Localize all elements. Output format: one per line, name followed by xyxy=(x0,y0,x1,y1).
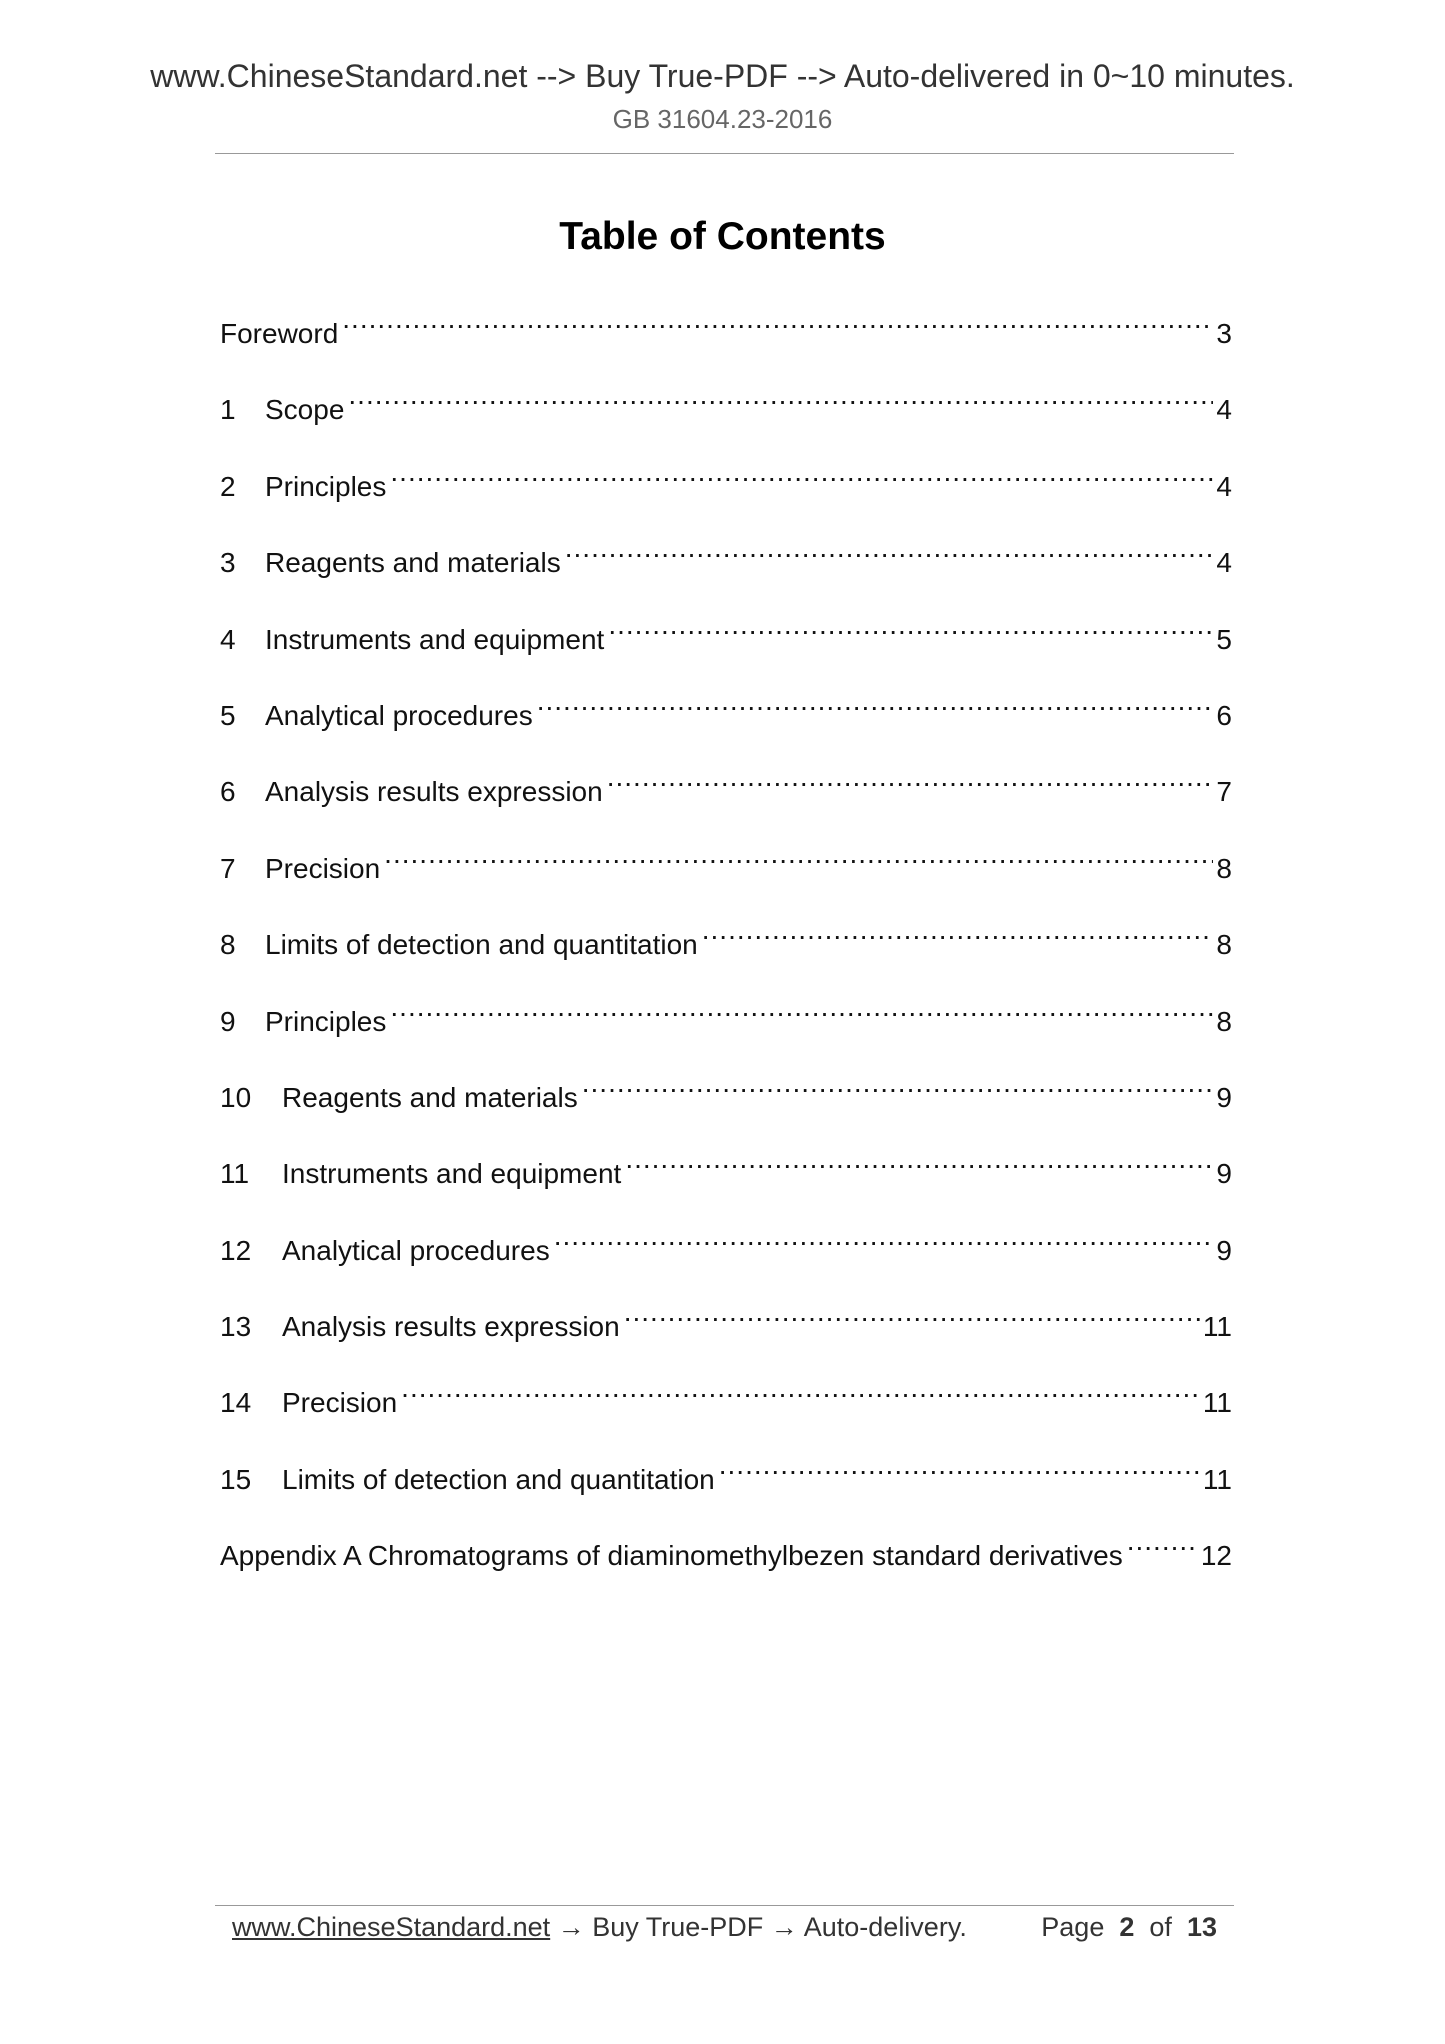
toc-entry-label: Limits of detection and quantitation xyxy=(282,1463,715,1495)
toc-entry[interactable] xyxy=(220,845,1232,921)
toc-entry-label: Appendix A Chromatograms of diaminomethylbezen standard derivatives xyxy=(220,1540,1123,1572)
toc-entry[interactable] xyxy=(220,1456,1232,1532)
toc-entry-number: 6 xyxy=(220,776,236,808)
header-banner-text: www.ChineseStandard.net --> Buy True-PDF --> Auto-delivered in 0~10 minutes. xyxy=(150,58,1295,94)
toc-leader-dots xyxy=(719,1461,1200,1489)
toc-entry-number: 11 xyxy=(220,1158,250,1190)
toc-entry-label: Reagents and materials xyxy=(265,547,561,579)
toc-entry-number: 7 xyxy=(220,852,236,884)
page-indicator xyxy=(1041,1906,1217,1948)
toc-entry-page: 4 xyxy=(1216,547,1232,579)
toc-leader-dots xyxy=(342,315,1213,343)
toc-entry-label: Instruments and equipment xyxy=(265,623,605,655)
toc-entry-page: 8 xyxy=(1216,852,1232,884)
toc-leader-dots xyxy=(607,773,1214,801)
toc-entry[interactable] xyxy=(220,768,1232,844)
toc-leader-dots xyxy=(390,1003,1213,1031)
page-total: 13 xyxy=(1186,1912,1217,1942)
toc-entry-page: 5 xyxy=(1216,623,1232,655)
toc-entry-label: Precision xyxy=(265,852,381,884)
toc-entry-number: 1 xyxy=(220,394,236,426)
toc-entry-label: Principles xyxy=(265,1005,387,1037)
toc-entry-number: 4 xyxy=(220,623,236,655)
toc-entry-page: 11 xyxy=(1202,1463,1232,1495)
toc-entry[interactable] xyxy=(220,1379,1232,1455)
toc-entry-number: 13 xyxy=(220,1311,252,1343)
header-standard-number: GB 31604.23-2016 xyxy=(612,104,833,134)
toc-leader-dots xyxy=(624,1308,1200,1336)
toc-entry-number: 9 xyxy=(220,1005,236,1037)
toc-entry-number: 8 xyxy=(220,929,236,961)
toc-entry-number: 14 xyxy=(220,1387,252,1419)
toc-entry-label: Instruments and equipment xyxy=(282,1158,622,1190)
toc-entry[interactable] xyxy=(220,1532,1232,1608)
toc-entry[interactable] xyxy=(220,998,1232,1074)
toc-entry-number: 12 xyxy=(220,1234,252,1266)
toc-entry[interactable] xyxy=(220,386,1232,462)
toc-entry-label: Limits of detection and quantitation xyxy=(265,929,698,961)
toc-entry-label: Analytical procedures xyxy=(265,699,533,731)
toc-leader-dots xyxy=(1127,1537,1198,1565)
toc-entry[interactable] xyxy=(220,1303,1232,1379)
toc-leader-dots xyxy=(625,1155,1213,1183)
toc-entry-label: Scope xyxy=(265,394,345,426)
header-divider xyxy=(215,153,1234,154)
toc-leader-dots xyxy=(565,544,1214,572)
toc-entry-label: Analysis results expression xyxy=(282,1311,620,1343)
toc-entry-page: 4 xyxy=(1216,394,1232,426)
table-of-contents xyxy=(220,310,1232,1609)
toc-leader-dots xyxy=(582,1079,1214,1107)
toc-entry-label: Analytical procedures xyxy=(282,1234,550,1266)
toc-entry-label: Analysis results expression xyxy=(265,776,603,808)
toc-entry-page: 8 xyxy=(1216,929,1232,961)
toc-entry[interactable] xyxy=(220,1227,1232,1303)
toc-entry[interactable] xyxy=(220,692,1232,768)
page-footer xyxy=(232,1906,1217,1948)
toc-entry[interactable] xyxy=(220,1074,1232,1150)
toc-leader-dots xyxy=(390,468,1213,496)
toc-entry[interactable] xyxy=(220,1150,1232,1226)
toc-entry-label: Foreword xyxy=(220,318,339,349)
toc-entry-label: Reagents and materials xyxy=(282,1081,578,1113)
toc-entry-label: Principles xyxy=(265,470,387,502)
toc-entry-page: 8 xyxy=(1216,1005,1232,1037)
toc-entry-number: 10 xyxy=(220,1081,252,1113)
toc-leader-dots xyxy=(348,391,1213,419)
toc-entry-page: 11 xyxy=(1202,1387,1232,1419)
toc-entry-page: 11 xyxy=(1202,1311,1232,1343)
toc-entry[interactable] xyxy=(220,310,1232,386)
toc-entry-page: 3 xyxy=(1216,318,1232,349)
toc-entry-page: 4 xyxy=(1216,470,1232,502)
toc-entry-number: 3 xyxy=(220,547,236,579)
page-of: of xyxy=(1149,1912,1172,1942)
toc-entry-page: 9 xyxy=(1216,1234,1232,1266)
toc-leader-dots xyxy=(554,1232,1214,1260)
toc-entry-number: 15 xyxy=(220,1463,252,1495)
toc-entry-page: 6 xyxy=(1216,699,1232,731)
page-title: Table of Contents xyxy=(559,215,886,258)
toc-entry[interactable] xyxy=(220,539,1232,615)
toc-entry-page: 9 xyxy=(1216,1158,1232,1190)
toc-leader-dots xyxy=(702,926,1214,954)
page-label: Page xyxy=(1041,1912,1105,1942)
toc-entry-label: Precision xyxy=(282,1387,398,1419)
toc-leader-dots xyxy=(401,1384,1200,1412)
toc-entry-number: 2 xyxy=(220,470,236,502)
toc-entry[interactable] xyxy=(220,616,1232,692)
page-current: 2 xyxy=(1119,1912,1135,1942)
footer-text: → Buy True-PDF → Auto-delivery. xyxy=(550,1912,967,1942)
toc-entry[interactable] xyxy=(220,463,1232,539)
toc-entry-page: 12 xyxy=(1200,1540,1232,1572)
toc-entry-page: 7 xyxy=(1216,776,1232,808)
toc-entry-page: 9 xyxy=(1216,1081,1232,1113)
toc-entry[interactable] xyxy=(220,921,1232,997)
toc-leader-dots xyxy=(384,850,1213,878)
toc-leader-dots xyxy=(608,621,1213,649)
toc-leader-dots xyxy=(537,697,1214,725)
toc-entry-number: 5 xyxy=(220,699,236,731)
footer-site-link[interactable]: www.ChineseStandard.net xyxy=(232,1912,551,1942)
